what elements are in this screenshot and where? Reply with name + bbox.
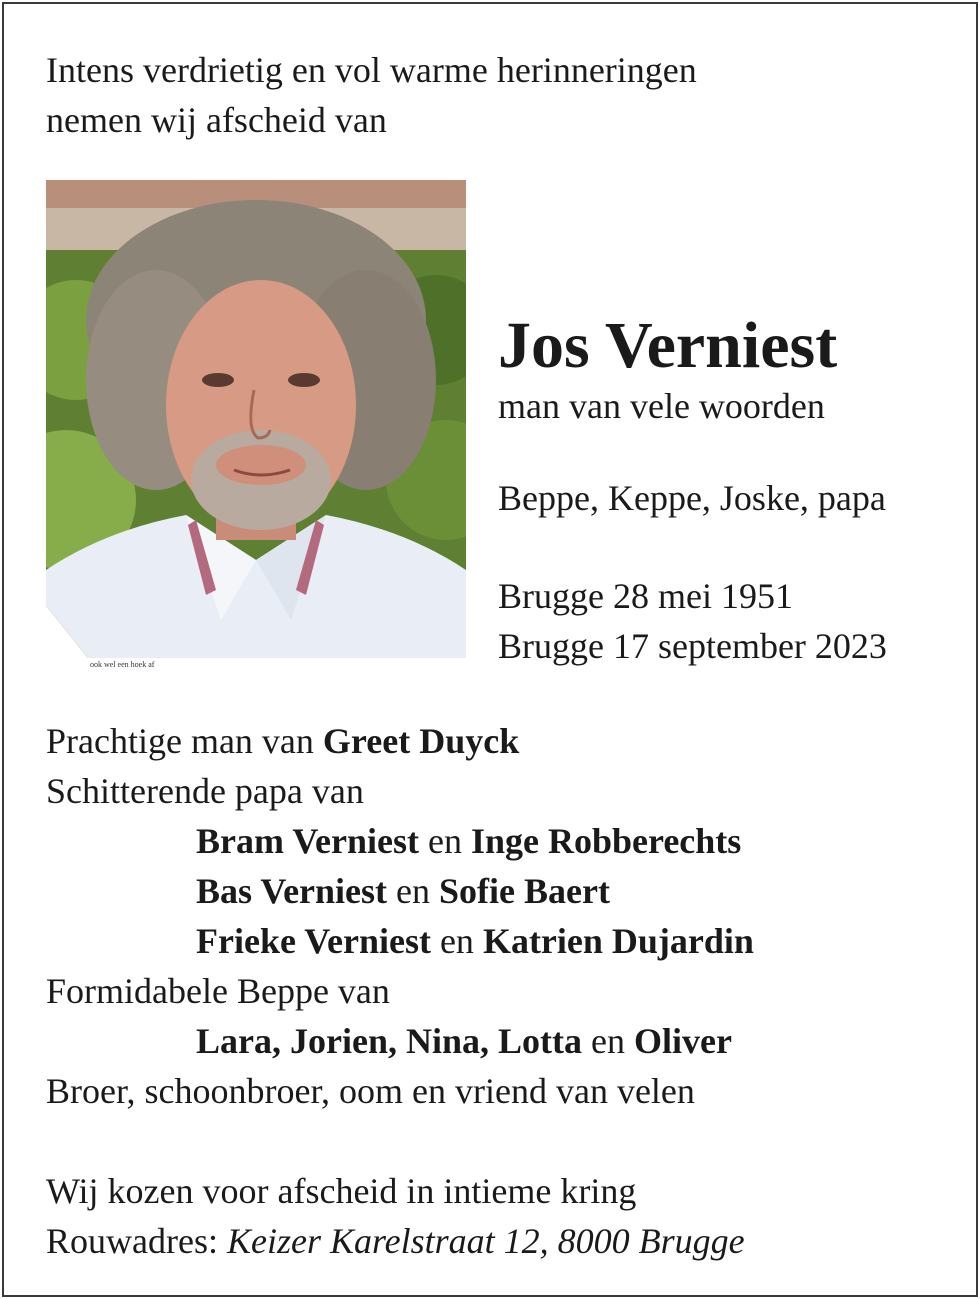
children-heading: Schitterende papa van <box>46 771 364 811</box>
address-label: Rouwadres: <box>46 1221 227 1261</box>
partner-name: Sofie Baert <box>439 871 610 911</box>
relatives-line: Broer, schoonbroer, oom en vriend van velen <box>46 1071 695 1111</box>
child-line <box>196 921 754 961</box>
obituary-card <box>2 2 978 1297</box>
grandchild-last: Oliver <box>633 1021 732 1061</box>
child-name: Frieke Verniest <box>196 921 431 961</box>
child-line <box>196 821 741 861</box>
intro-line-2: nemen wij afscheid van <box>46 100 387 140</box>
child-name: Bas Verniest <box>196 871 388 911</box>
child-line <box>196 871 610 911</box>
grandchildren-line <box>196 1021 732 1061</box>
partner-name: Inge Robberechts <box>470 821 742 861</box>
address-line <box>46 1221 745 1261</box>
photo-caption: ook wel een hoek af <box>90 660 155 669</box>
connector: en <box>430 921 483 961</box>
partner-name: Katrien Dujardin <box>482 921 754 961</box>
child-name: Bram Verniest <box>196 821 419 861</box>
death-date: Brugge 17 september 2023 <box>498 626 887 666</box>
address-value: Keizer Karelstraat 12, 8000 Brugge <box>226 1221 745 1261</box>
connector: en <box>581 1021 634 1061</box>
connector: en <box>418 821 471 861</box>
deceased-nicknames: Beppe, Keppe, Joske, papa <box>498 478 886 518</box>
spouse-line <box>46 721 519 761</box>
birth-date: Brugge 28 mei 1951 <box>498 576 793 616</box>
grandchildren-heading: Formidabele Beppe van <box>46 971 390 1011</box>
spouse-name: Greet Duyck <box>322 721 520 761</box>
intro-line-1: Intens verdrietig en vol warme herinneringen <box>46 50 697 90</box>
spouse-prefix: Prachtige man van <box>46 721 323 761</box>
deceased-name: Jos Verniest <box>498 309 838 382</box>
deceased-subtitle: man van vele woorden <box>498 386 825 426</box>
ceremony-line: Wij kozen voor afscheid in intieme kring <box>46 1171 637 1211</box>
connector: en <box>387 871 440 911</box>
grandchildren-names: Lara, Jorien, Nina, Lotta <box>196 1021 582 1061</box>
portrait-photo <box>46 180 466 658</box>
